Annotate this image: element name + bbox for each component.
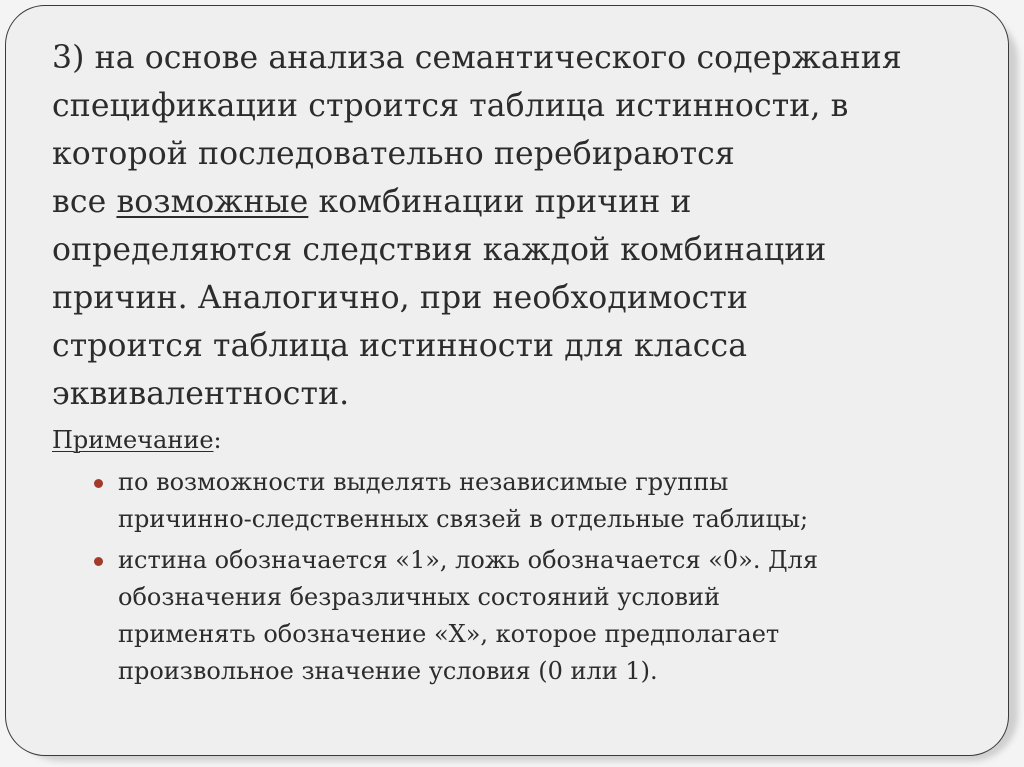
slide-content (52, 34, 952, 694)
paragraph-line: спецификации строится таблица истинности, в (52, 88, 849, 124)
bullet-icon (94, 479, 103, 488)
note-label: Примечание (52, 426, 214, 454)
note-heading (52, 424, 952, 456)
main-paragraph (52, 34, 952, 418)
paragraph-line: строится таблица истинности для класса (52, 328, 748, 364)
paragraph-line (52, 178, 952, 226)
note-colon: : (213, 426, 222, 454)
paragraph-line: 3) на основе анализа семантического содержания (52, 40, 902, 76)
paragraph-line: причин. Аналогично, при необходимости (52, 280, 748, 316)
paragraph-line: которой последовательно перебираются (52, 136, 735, 172)
list-item-line: обозначения безразличных состояний условий (118, 583, 721, 611)
list-item-line: применять обозначение «X», которое предполагает (118, 620, 780, 648)
list-item (118, 464, 952, 538)
list-item-line: причинно-следственных связей в отдельные таблицы; (118, 505, 809, 533)
paragraph-line: эквивалентности. (52, 376, 350, 412)
list-item-line: истина обозначается «1», ложь обозначается «0». Для (118, 546, 819, 574)
paragraph-line: определяются следствия каждой комбинации (52, 232, 827, 268)
list-item-line: по возможности выделять независимые группы (118, 468, 729, 496)
list-item (118, 542, 952, 690)
notes-list (52, 464, 952, 690)
paragraph-text: комбинации причин и (308, 184, 692, 220)
list-item-line: произвольное значение условия (0 или 1). (118, 657, 658, 685)
bullet-icon (94, 557, 103, 566)
paragraph-text: все (52, 184, 117, 220)
underlined-word: возможные (116, 184, 309, 220)
slide-frame (5, 5, 1009, 756)
